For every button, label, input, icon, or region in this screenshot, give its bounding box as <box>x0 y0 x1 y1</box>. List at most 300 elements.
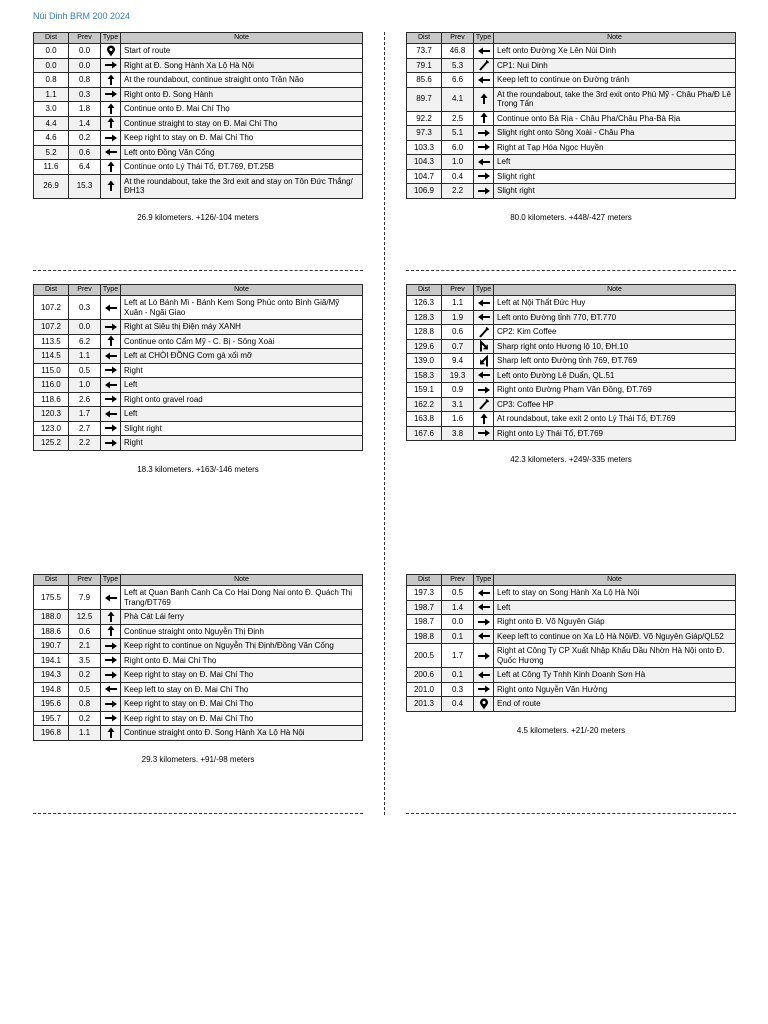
row-note: Slight right <box>121 421 363 436</box>
row-prev: 0.5 <box>69 682 101 697</box>
row-prev: 0.0 <box>442 615 474 630</box>
row-note: Right at Tạp Hóa Ngọc Huyền <box>494 140 736 155</box>
table-row <box>407 697 736 712</box>
header-dist: Dist <box>34 575 69 586</box>
row-separator <box>33 270 363 271</box>
row-note: Continue straight onto Nguyễn Thị Định <box>121 624 363 639</box>
table-row <box>34 624 363 639</box>
turn-right-icon <box>101 668 121 683</box>
table-row <box>34 116 363 131</box>
row-prev: 1.7 <box>442 644 474 668</box>
turn-left-icon <box>474 368 494 383</box>
row-note: Right <box>121 363 363 378</box>
straight-arrow-icon <box>101 334 121 349</box>
table-row <box>407 325 736 340</box>
row-prev: 1.9 <box>442 310 474 325</box>
section-summary: 26.9 kilometers. +126/-104 meters <box>137 212 259 222</box>
row-prev: 0.2 <box>69 711 101 726</box>
row-dist: 11.6 <box>34 160 69 175</box>
row-note: Sharp right onto Hương lộ 10, ĐH.10 <box>494 339 736 354</box>
cue-section <box>33 32 363 222</box>
turn-left-icon <box>474 586 494 601</box>
row-prev: 1.6 <box>442 412 474 427</box>
table-row <box>407 58 736 73</box>
section-summary: 4.5 kilometers. +21/-20 meters <box>516 725 626 735</box>
row-note: Continue onto Đ. Mai Chí Thọ <box>121 102 363 117</box>
row-dist: 198.8 <box>407 629 442 644</box>
section-summary: 42.3 kilometers. +249/-335 meters <box>510 455 632 464</box>
turn-left-icon <box>474 310 494 325</box>
row-prev: 0.7 <box>442 339 474 354</box>
row-dist: 0.8 <box>34 73 69 88</box>
row-dist: 175.5 <box>34 586 69 610</box>
row-note: At the roundabout, continue straight onto Trần Não <box>121 73 363 88</box>
table-row <box>34 73 363 88</box>
row-dist: 198.7 <box>407 615 442 630</box>
row-dist: 79.1 <box>407 58 442 73</box>
table-header-row <box>407 575 736 586</box>
location-pin-icon <box>101 44 121 59</box>
row-dist: 85.6 <box>407 73 442 88</box>
table-row <box>407 354 736 369</box>
turn-right-icon <box>101 363 121 378</box>
row-prev: 0.6 <box>69 624 101 639</box>
row-dist: 3.0 <box>34 102 69 117</box>
turn-left-icon <box>101 296 121 320</box>
row-note: CP1: Nui Dinh <box>494 58 736 73</box>
row-note: Keep left to continue on Xa Lộ Hà Nội/Đ. Võ Nguyên Giáp/QL52 <box>494 629 736 644</box>
turn-right-icon <box>101 58 121 73</box>
table-row <box>34 697 363 712</box>
row-prev: 0.5 <box>442 586 474 601</box>
row-prev: 7.9 <box>69 586 101 610</box>
row-prev: 1.1 <box>69 349 101 364</box>
table-row <box>34 378 363 393</box>
row-note: Right <box>121 436 363 451</box>
turn-left-icon <box>474 296 494 311</box>
row-dist: 4.4 <box>34 116 69 131</box>
row-prev: 2.7 <box>69 421 101 436</box>
header-prev: Prev <box>442 33 474 44</box>
table-row <box>407 368 736 383</box>
row-note: Left at Nội Thất Đức Huy <box>494 296 736 311</box>
header-prev: Prev <box>442 575 474 586</box>
row-dist: 0.0 <box>34 44 69 59</box>
row-prev: 46.8 <box>442 44 474 59</box>
sharp-right-icon <box>474 339 494 354</box>
row-prev: 0.5 <box>69 363 101 378</box>
straight-arrow-icon <box>101 160 121 175</box>
cue-table <box>406 574 736 712</box>
row-note: At the roundabout, take the 3rd exit and stay on Tôn Đức Thắng/ĐH13 <box>121 174 363 198</box>
table-row <box>407 412 736 427</box>
table-row <box>34 102 363 117</box>
row-prev: 0.3 <box>442 682 474 697</box>
table-row <box>407 586 736 601</box>
row-note: Right onto Đ. Võ Nguyên Giáp <box>494 615 736 630</box>
turn-left-icon <box>101 349 121 364</box>
turn-right-icon <box>474 184 494 199</box>
turn-left-icon <box>101 378 121 393</box>
table-header-row <box>34 575 363 586</box>
header-type: Type <box>474 285 494 296</box>
turn-right-icon <box>101 131 121 146</box>
row-note: Continue straight to stay on Đ. Mai Chí Thọ <box>121 116 363 131</box>
row-note: Left to stay on Song Hành Xa Lộ Hà Nội <box>494 586 736 601</box>
table-row <box>34 610 363 625</box>
table-row <box>407 87 736 111</box>
column-separator <box>384 32 385 815</box>
table-row <box>407 73 736 88</box>
row-note: Keep left to stay on Đ. Mai Chí Thọ <box>121 682 363 697</box>
row-prev: 0.0 <box>69 44 101 59</box>
row-dist: 139.0 <box>407 354 442 369</box>
row-dist: 104.7 <box>407 169 442 184</box>
cue-table <box>406 284 736 441</box>
row-dist: 0.0 <box>34 58 69 73</box>
table-row <box>34 726 363 741</box>
table-row <box>34 174 363 198</box>
row-dist: 158.3 <box>407 368 442 383</box>
row-note: Keep right to stay on Đ. Mai Chí Thọ <box>121 697 363 712</box>
cue-section <box>406 32 736 222</box>
header-prev: Prev <box>69 575 101 586</box>
row-note: Right onto Nguyễn Văn Hưởng <box>494 682 736 697</box>
row-prev: 1.8 <box>69 102 101 117</box>
row-note: CP3: Coffee HP <box>494 397 736 412</box>
row-dist: 129.6 <box>407 339 442 354</box>
row-dist: 73.7 <box>407 44 442 59</box>
table-row <box>34 363 363 378</box>
turn-right-icon <box>101 87 121 102</box>
row-dist: 195.6 <box>34 697 69 712</box>
header-prev: Prev <box>69 285 101 296</box>
table-row <box>407 397 736 412</box>
turn-left-icon <box>101 682 121 697</box>
row-note: Sharp left onto Đường tỉnh 769, ĐT.769 <box>494 354 736 369</box>
table-header-row <box>34 33 363 44</box>
row-prev: 2.6 <box>69 392 101 407</box>
table-row <box>34 407 363 422</box>
header-dist: Dist <box>34 285 69 296</box>
header-note: Note <box>494 575 736 586</box>
row-dist: 104.3 <box>407 155 442 170</box>
header-note: Note <box>494 285 736 296</box>
row-prev: 0.6 <box>442 325 474 340</box>
row-dist: 26.9 <box>34 174 69 198</box>
straight-arrow-icon <box>101 610 121 625</box>
table-row <box>34 145 363 160</box>
row-prev: 0.4 <box>442 697 474 712</box>
table-row <box>34 392 363 407</box>
header-dist: Dist <box>407 285 442 296</box>
row-dist: 92.2 <box>407 111 442 126</box>
turn-right-icon <box>474 169 494 184</box>
table-row <box>34 711 363 726</box>
sharp-left-icon <box>474 354 494 369</box>
table-row <box>34 436 363 451</box>
table-row <box>34 296 363 320</box>
row-prev: 19.3 <box>442 368 474 383</box>
row-prev: 0.2 <box>69 668 101 683</box>
table-row <box>34 349 363 364</box>
turn-right-icon <box>474 140 494 155</box>
row-note: Left onto Đồng Văn Cống <box>121 145 363 160</box>
row-note: At roundabout, take exit 2 onto Lý Thái Tổ, ĐT.769 <box>494 412 736 427</box>
row-prev: 0.1 <box>442 629 474 644</box>
row-prev: 0.8 <box>69 697 101 712</box>
row-separator <box>406 813 736 814</box>
table-row <box>34 87 363 102</box>
checkpoint-icon <box>474 58 494 73</box>
row-dist: 188.6 <box>34 624 69 639</box>
table-row <box>34 44 363 59</box>
row-dist: 162.2 <box>407 397 442 412</box>
row-note: Right onto Đ. Mai Chí Thọ <box>121 653 363 668</box>
row-dist: 107.2 <box>34 296 69 320</box>
header-note: Note <box>121 285 363 296</box>
row-separator <box>33 813 363 814</box>
row-note: Left <box>494 600 736 615</box>
table-row <box>407 383 736 398</box>
table-row <box>407 184 736 199</box>
header-dist: Dist <box>407 575 442 586</box>
row-prev: 6.6 <box>442 73 474 88</box>
row-prev: 1.1 <box>69 726 101 741</box>
row-note: Phà Cát Lái ferry <box>121 610 363 625</box>
turn-right-icon <box>474 615 494 630</box>
row-note: End of route <box>494 697 736 712</box>
row-note: Left <box>494 155 736 170</box>
row-prev: 2.5 <box>442 111 474 126</box>
row-dist: 167.6 <box>407 426 442 441</box>
header-note: Note <box>121 575 363 586</box>
row-prev: 9.4 <box>442 354 474 369</box>
turn-left-icon <box>474 73 494 88</box>
table-row <box>34 682 363 697</box>
straight-arrow-icon <box>474 111 494 126</box>
row-dist: 107.2 <box>34 320 69 335</box>
straight-arrow-icon <box>101 726 121 741</box>
row-prev: 15.3 <box>69 174 101 198</box>
header-dist: Dist <box>34 33 69 44</box>
turn-left-icon <box>474 600 494 615</box>
row-prev: 6.0 <box>442 140 474 155</box>
straight-arrow-icon <box>101 73 121 88</box>
row-dist: 1.1 <box>34 87 69 102</box>
row-dist: 114.5 <box>34 349 69 364</box>
row-note: Keep right to stay on Đ. Mai Chí Thọ <box>121 668 363 683</box>
turn-right-icon <box>474 644 494 668</box>
row-note: Continue onto Bà Rịa - Châu Pha/Châu Pha-Bà Rịa <box>494 111 736 126</box>
row-dist: 125.2 <box>34 436 69 451</box>
table-row <box>34 653 363 668</box>
row-prev: 0.9 <box>442 383 474 398</box>
header-type: Type <box>101 575 121 586</box>
row-note: Right at Siêu thị Điện máy XANH <box>121 320 363 335</box>
row-prev: 1.4 <box>69 116 101 131</box>
section-summary: 18.3 kilometers. +163/-146 meters <box>137 464 259 474</box>
turn-left-icon <box>101 407 121 422</box>
table-row <box>34 639 363 654</box>
row-dist: 89.7 <box>407 87 442 111</box>
row-note: Left onto Đường Lê Duẩn, QL.51 <box>494 368 736 383</box>
cue-section <box>406 574 736 735</box>
straight-arrow-icon <box>101 116 121 131</box>
header-type: Type <box>101 285 121 296</box>
row-prev: 1.0 <box>69 378 101 393</box>
straight-arrow-icon <box>101 102 121 117</box>
cue-table <box>33 284 363 451</box>
document-title: Núi Dinh BRM 200 2024 <box>33 11 131 21</box>
table-row <box>34 160 363 175</box>
row-separator <box>406 270 736 271</box>
row-dist: 163.8 <box>407 412 442 427</box>
row-note: Keep right to stay on Đ. Mai Chí Thọ <box>121 131 363 146</box>
row-note: Left <box>121 407 363 422</box>
row-dist: 198.7 <box>407 600 442 615</box>
row-prev: 6.4 <box>69 160 101 175</box>
turn-left-icon <box>474 155 494 170</box>
row-dist: 115.0 <box>34 363 69 378</box>
table-header-row <box>407 285 736 296</box>
row-dist: 194.8 <box>34 682 69 697</box>
row-dist: 200.5 <box>407 644 442 668</box>
row-dist: 159.1 <box>407 383 442 398</box>
table-row <box>407 629 736 644</box>
row-note: Slight right <box>494 184 736 199</box>
row-dist: 194.1 <box>34 653 69 668</box>
table-row <box>407 140 736 155</box>
row-dist: 200.6 <box>407 668 442 683</box>
checkpoint-icon <box>474 397 494 412</box>
table-row <box>407 600 736 615</box>
row-note: Left onto Đường tỉnh 770, ĐT.770 <box>494 310 736 325</box>
row-prev: 0.0 <box>69 320 101 335</box>
straight-arrow-icon <box>101 174 121 198</box>
row-note: Left at CHÒI ĐỒNG Cơm gà xối mỡ <box>121 349 363 364</box>
row-prev: 2.2 <box>442 184 474 199</box>
row-dist: 201.3 <box>407 697 442 712</box>
row-dist: 190.7 <box>34 639 69 654</box>
row-dist: 128.8 <box>407 325 442 340</box>
turn-right-icon <box>101 320 121 335</box>
turn-right-icon <box>101 711 121 726</box>
table-row <box>407 155 736 170</box>
table-header-row <box>34 285 363 296</box>
row-note: Continue onto Cẩm Mỹ - C. Bị - Sông Xoài <box>121 334 363 349</box>
table-row <box>34 131 363 146</box>
row-note: Left at Lò Bánh Mì - Bánh Kem Song Phúc onto Bình Giã/Mỹ Xuân - Ngãi Giao <box>121 296 363 320</box>
row-note: Right onto Đ. Song Hành <box>121 87 363 102</box>
row-prev: 1.7 <box>69 407 101 422</box>
turn-left-icon <box>101 586 121 610</box>
row-note: Start of route <box>121 44 363 59</box>
table-row <box>407 644 736 668</box>
row-note: Right onto Đường Phạm Văn Đồng, ĐT.769 <box>494 383 736 398</box>
row-prev: 5.1 <box>442 126 474 141</box>
row-prev: 3.5 <box>69 653 101 668</box>
row-dist: 106.9 <box>407 184 442 199</box>
turn-right-icon <box>101 697 121 712</box>
row-prev: 3.8 <box>442 426 474 441</box>
row-dist: 201.0 <box>407 682 442 697</box>
row-note: Left <box>121 378 363 393</box>
cue-table <box>33 574 363 741</box>
location-pin-icon <box>474 697 494 712</box>
table-row <box>407 668 736 683</box>
turn-left-icon <box>474 629 494 644</box>
row-note: Right onto gravel road <box>121 392 363 407</box>
turn-right-icon <box>474 426 494 441</box>
row-prev: 0.0 <box>69 58 101 73</box>
cue-table <box>33 32 363 199</box>
row-note: Slight right <box>494 169 736 184</box>
row-note: Slight right onto Sông Xoài - Châu Pha <box>494 126 736 141</box>
header-prev: Prev <box>69 33 101 44</box>
row-note: Right at Công Ty CP Xuất Nhập Khẩu Dầu Nhờn Hà Nội onto Đ. Quốc Hương <box>494 644 736 668</box>
table-row <box>407 426 736 441</box>
turn-right-icon <box>101 421 121 436</box>
row-prev: 3.1 <box>442 397 474 412</box>
row-note: Left at Quan Banh Canh Ca Co Hai Dong Nai onto Đ. Quách Thị Trang/ĐT769 <box>121 586 363 610</box>
row-prev: 1.1 <box>442 296 474 311</box>
table-row <box>34 58 363 73</box>
row-dist: 126.3 <box>407 296 442 311</box>
row-note: Right at Đ. Song Hành Xa Lộ Hà Nội <box>121 58 363 73</box>
row-dist: 195.7 <box>34 711 69 726</box>
row-dist: 97.3 <box>407 126 442 141</box>
header-note: Note <box>494 33 736 44</box>
row-note: CP2: Kim Coffee <box>494 325 736 340</box>
turn-right-icon <box>101 653 121 668</box>
row-note: Right onto Lý Thái Tổ, ĐT.769 <box>494 426 736 441</box>
row-note: Continue straight onto Đ. Song Hành Xa Lộ Hà Nội <box>121 726 363 741</box>
cue-section <box>406 284 736 464</box>
header-prev: Prev <box>442 285 474 296</box>
row-prev: 5.3 <box>442 58 474 73</box>
row-prev: 0.3 <box>69 87 101 102</box>
row-dist: 196.8 <box>34 726 69 741</box>
row-dist: 188.0 <box>34 610 69 625</box>
row-dist: 197.3 <box>407 586 442 601</box>
turn-right-icon <box>474 682 494 697</box>
table-row <box>407 44 736 59</box>
turn-right-icon <box>474 126 494 141</box>
header-type: Type <box>474 33 494 44</box>
row-prev: 0.8 <box>69 73 101 88</box>
cue-section <box>33 284 363 474</box>
row-note: Keep right to continue on Nguyễn Thị Định/Đồng Văn Cống <box>121 639 363 654</box>
turn-right-icon <box>474 383 494 398</box>
row-dist: 113.5 <box>34 334 69 349</box>
row-note: Left at Công Ty Tnhh Kinh Doanh Sơn Hà <box>494 668 736 683</box>
table-row <box>34 334 363 349</box>
row-dist: 118.6 <box>34 392 69 407</box>
row-prev: 1.4 <box>442 600 474 615</box>
row-dist: 120.3 <box>34 407 69 422</box>
row-dist: 103.3 <box>407 140 442 155</box>
turn-right-icon <box>101 392 121 407</box>
table-row <box>407 296 736 311</box>
header-dist: Dist <box>407 33 442 44</box>
row-prev: 0.3 <box>69 296 101 320</box>
row-prev: 0.1 <box>442 668 474 683</box>
table-row <box>407 169 736 184</box>
row-prev: 1.0 <box>442 155 474 170</box>
cue-section <box>33 574 363 764</box>
row-note: Keep left to continue on Đường tránh <box>494 73 736 88</box>
